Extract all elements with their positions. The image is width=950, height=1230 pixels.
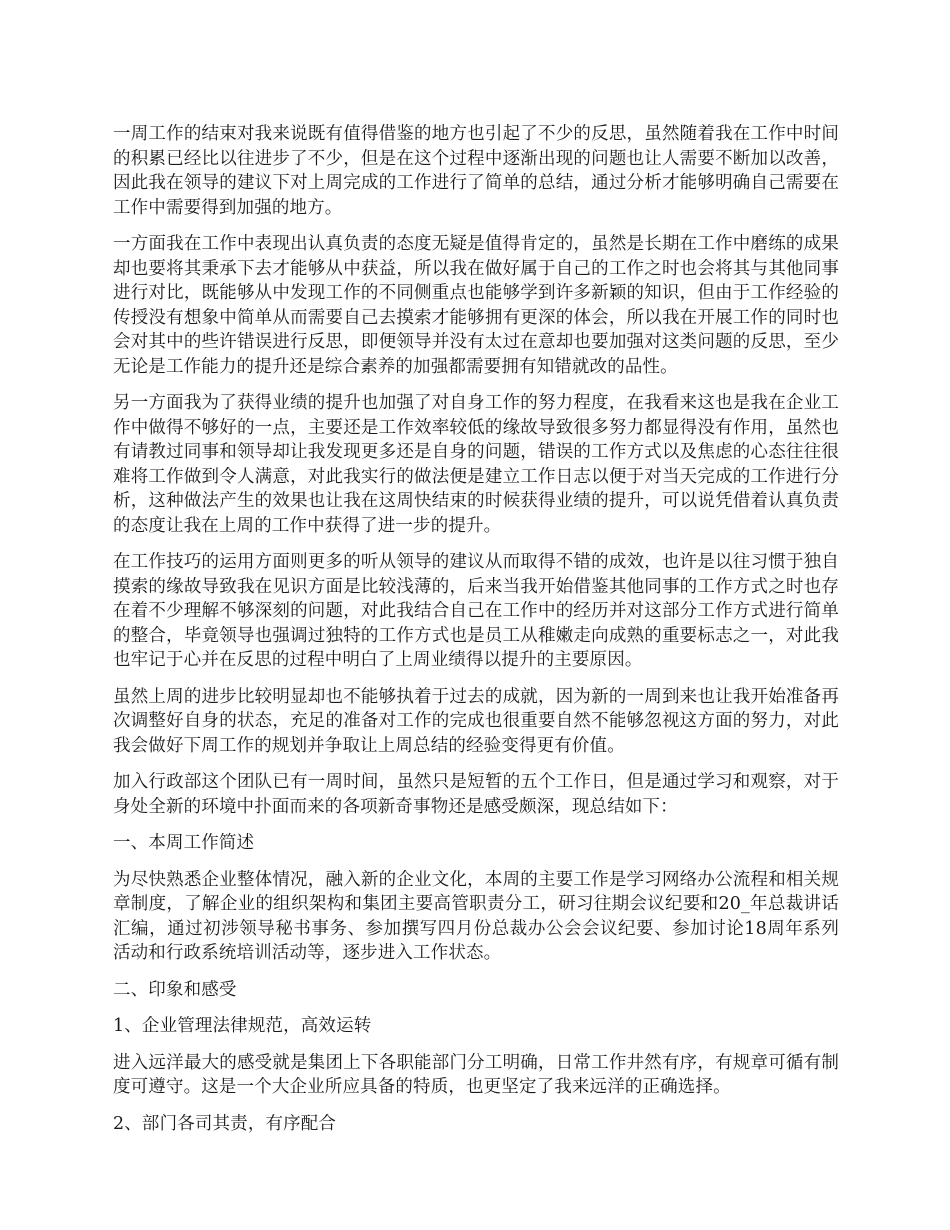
section-heading-impressions: 二、印象和感受 (113, 979, 237, 1000)
section-heading-work-summary: 一、本周工作简述 (113, 833, 255, 853)
paragraph-responsible-attitude: 一方面我在工作中表现出认真负责的态度无疑是值得肯定的，虽然是长期在工作中磨练的成果却也要将其秉承下去才能够从中获益，所以我在做好属于自己的工作之时也会将其与其他同事进行对比，既能够从中发现工作的不同侧重点也能够学到许多新颖的知识，但由于工作经验的传授没有想象中简单从而需要自己去摸索才能够拥有更深的体会，所以我在开展工作的同时也会对其中的些许错误进行反思，即便领导并没有太过在意却也要加强对这类问题的反思，至少无论是工作能力的提升还是综合素养的加强都需要拥有知错就改的品性。 (113, 234, 839, 377)
subheading-management-regulation: 1、企业管理法律规范，高效运转 (113, 1016, 372, 1036)
paragraph-next-week-plan: 虽然上周的进步比较明显却也不能够执着于过去的成就，因为新的一周到来也让我开始准备再次调整好自身的状态，充足的准备对工作的完成也很重要自然不能够忽视这方面的努力，对此我会做好下周工作的规划并争取让上周总结的经验变得更有价值。 (113, 686, 839, 756)
paragraph-performance-improvement: 另一方面我为了获得业绩的提升也加强了对自身工作的努力程度，在我看来这也是我在企业工作中做得不够好的一点，主要还是工作效率较低的缘故导致很多努力都显得没有作用，虽然也有请教过同事和领导却让我发现更多还是自身的问题，错误的工作方式以及焦虑的心态往往很难将工作做到令人满意，对此我实行的做法便是建立工作日志以便于对当天完成的工作进行分析，这种做法产生的效果也让我在这周快结束的时候获得业绩的提升，可以说凭借着认真负责的态度让我在上周的工作中获得了进一步的提升。 (113, 393, 839, 536)
paragraph-weekly-reflection-intro: 一周工作的结束对我来说既有值得借鉴的地方也引起了不少的反思，虽然随着我在工作中时间的积累已经比以往进步了不少，但是在这个过程中逐渐出现的问题也让人需要不断加以改善，因此我在领导的建议下对上周完成的工作进行了简单的总结，通过分析才能够明确自己需要在工作中需要得到加强的地方。 (113, 124, 839, 218)
subheading-department-cooperation: 2、部门各司其责，有序配合 (113, 1113, 337, 1134)
paragraph-work-skills: 在工作技巧的运用方面则更多的听从领导的建议从而取得不错的成效，也许是以往习惯于独自摸索的缘故导致我在见识方面是比较浅薄的，后来当我开始借鉴其他同事的工作方式之时也存在着不少理解不够深刻的问题，对此我结合自己在工作中的经历并对这部分工作方式进行简单的整合，毕竟领导也强调过独特的工作方式也是员工从稚嫩走向成熟的重要标志之一，对此我也牢记于心并在反思的过程中明白了上周业绩得以提升的主要原因。 (113, 552, 839, 670)
paragraph-first-impression: 进入远洋最大的感受就是集团上下各职能部门分工明确，日常工作井然有序，有规章可循有制度可遵守。这是一个大企业所应具备的特质，也更坚定了我来远洋的正确选择。 (113, 1052, 839, 1097)
paragraph-work-summary: 为尽快熟悉企业整体情况，融入新的企业文化，本周的主要工作是学习网络办公流程和相关规章制度，了解企业的组织架构和集团主要高管职责分工，研习往期会议纪要和20_年总裁讲话汇编，通过初涉领导秘书事务、参加撰写四月份总裁办公会会议纪要、参加讨论18周年系列活动和行政系统培训活动等，逐步进入工作状态。 (113, 869, 839, 963)
paragraph-joining-admin-dept: 加入行政部这个团队已有一周时间，虽然只是短暂的五个工作日，但是通过学习和观察，对于身处全新的环境中扑面而来的各项新奇事物还是感受颇深，现总结如下： (113, 772, 839, 817)
document-page (113, 122, 839, 1148)
